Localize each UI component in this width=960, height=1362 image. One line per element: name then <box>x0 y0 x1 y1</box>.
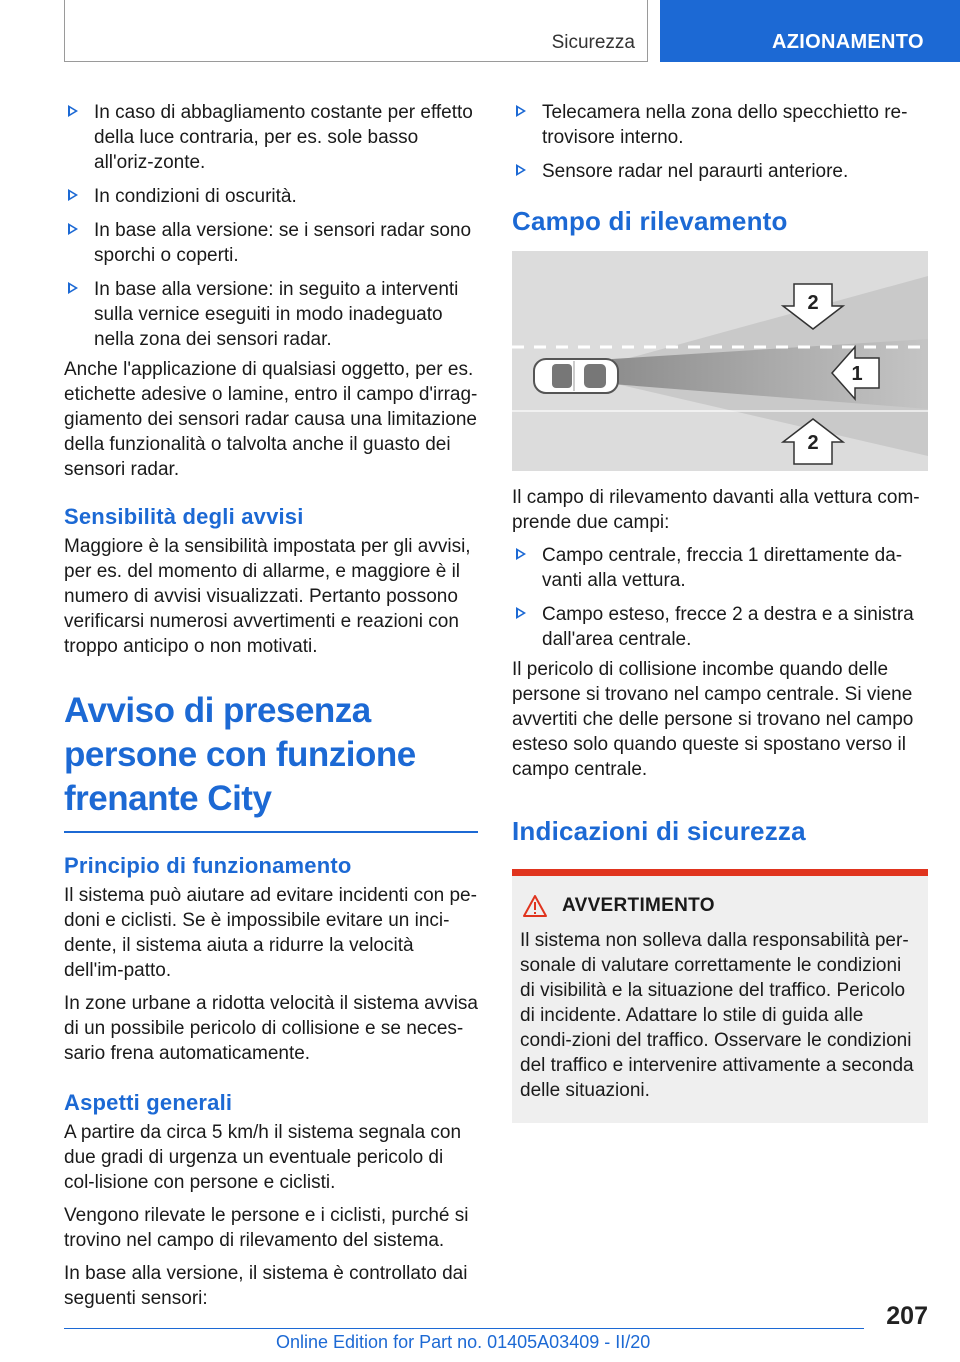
triangle-bullet-icon <box>68 282 78 294</box>
car-top-view-icon <box>534 359 618 393</box>
warning-text: Il sistema non solleva dalla responsabilità per-sonale di valutare correttamente le condizioni di visibilità e la situazione del traffico. Pericolo di incidente. Adattare lo stile di guida alle condi-zioni del traffico. Osservare le condizioni del traffico e intervenire attivamente a seconda delle situazioni. <box>520 930 914 1101</box>
detection-field-illustration <box>512 251 928 471</box>
paragraph: Vengono rilevate le persone e i ciclisti, purché si trovino nel campo di rilevamento del sistema. <box>64 1205 469 1251</box>
triangle-bullet-icon <box>516 548 526 560</box>
footer-edition: Online Edition for Part no. 01405A03409 - II/20 <box>276 1332 651 1352</box>
footer-divider <box>64 1328 864 1329</box>
right-column <box>512 100 928 1123</box>
triangle-bullet-icon <box>68 189 78 201</box>
header-section-title: Sicurezza <box>551 32 635 53</box>
sensors-list <box>512 100 928 184</box>
paragraph: Maggiore è la sensibilità impostata per gli avvisi, per es. del momento di allarme, e maggiore è il numero di avvisi visualizzati. Pertanto possono verificarsi numerosi avvertimenti e reazioni con troppo anticipo o non motivati. <box>64 536 471 657</box>
header-section-box <box>64 0 648 62</box>
triangle-bullet-icon <box>516 164 526 176</box>
section-heading-aspetti: Aspetti generali <box>64 1090 233 1115</box>
fields-list <box>512 543 928 652</box>
paragraph: In base alla versione, il sistema è controllato dai seguenti sensori: <box>64 1263 468 1309</box>
left-column <box>64 100 478 1319</box>
arrow-1-label: 1 <box>851 363 863 385</box>
list-item: Campo centrale, freccia 1 direttamente da-vanti alla vettura. <box>512 543 928 593</box>
list-item: In condizioni di oscurità. <box>64 184 478 209</box>
paragraph: Il sistema può aiutare ad evitare incidenti con pe-doni e ciclisti. Se è impossibile evitare un inci-dente, il sistema aiuta a ridurre la velocità dell'im-patto. <box>64 885 477 981</box>
arrow-2-bottom-label: 2 <box>807 432 819 454</box>
triangle-bullet-icon <box>516 607 526 619</box>
list-item: In base alla versione: se i sensori radar sono sporchi o coperti. <box>64 218 478 268</box>
paragraph: A partire da circa 5 km/h il sistema segnala con due gradi di urgenza un eventuale pericolo di col-lisione con persone e ciclisti. <box>64 1122 462 1193</box>
section-heading-sensibilita: Sensibilità degli avvisi <box>64 504 304 529</box>
list-item: In base alla versione: in seguito a interventi sulla vernice eseguiti in modo inadeguato nella zona dei sensori radar. <box>64 277 478 352</box>
warning-box <box>512 869 928 1123</box>
list-item: Sensore radar nel paraurti anteriore. <box>512 159 928 184</box>
list-item: In caso di abbagliamento costante per effetto della luce contraria, per es. sole basso all'oriz-zonte. <box>64 100 478 175</box>
triangle-bullet-icon <box>68 223 78 235</box>
paragraph: In zone urbane a ridotta velocità il sistema avvisa di un possibile pericolo di collisione e se neces-sario frena automaticamente. <box>64 993 478 1064</box>
section-heading-campo: Campo di rilevamento <box>512 206 788 236</box>
section-heading-principio: Principio di funzionamento <box>64 853 352 878</box>
triangle-bullet-icon <box>68 105 78 117</box>
page-number: 207 <box>886 1302 928 1330</box>
paragraph: Il campo di rilevamento davanti alla vettura com-prende due campi: <box>512 487 920 533</box>
warning-header <box>522 894 920 918</box>
header-chapter-tab: AZIONAMENTO <box>660 0 960 62</box>
conditions-list <box>64 100 478 352</box>
list-item: Telecamera nella zona dello specchietto re-trovisore interno. <box>512 100 928 150</box>
triangle-bullet-icon <box>516 105 526 117</box>
paragraph: Il pericolo di collisione incombe quando delle persone si trovano nel campo centrale. Si viene avvertiti che delle persone si trovano nel campo esteso solo quando queste si spostano verso il campo centrale. <box>512 659 914 780</box>
detection-field-figure <box>512 251 928 471</box>
section-heading-indicazioni: Indicazioni di sicurezza <box>512 816 806 846</box>
arrow-2-top-label: 2 <box>807 292 819 314</box>
paragraph: Anche l'applicazione di qualsiasi oggetto, per es. etichette adesive o lamine, entro il campo d'irrag-giamento dei sensori radar causa una limitazione della funzionalità o talvolta anche il guasto dei sensori radar. <box>64 359 478 480</box>
warning-title: AVVERTIMENTO <box>562 895 715 916</box>
list-item: Campo esteso, frecce 2 a destra e a sinistra dall'area centrale. <box>512 602 928 652</box>
warning-triangle-icon <box>522 894 548 918</box>
chapter-heading: Avviso di presenza persone con funzione frenante City <box>64 689 478 833</box>
